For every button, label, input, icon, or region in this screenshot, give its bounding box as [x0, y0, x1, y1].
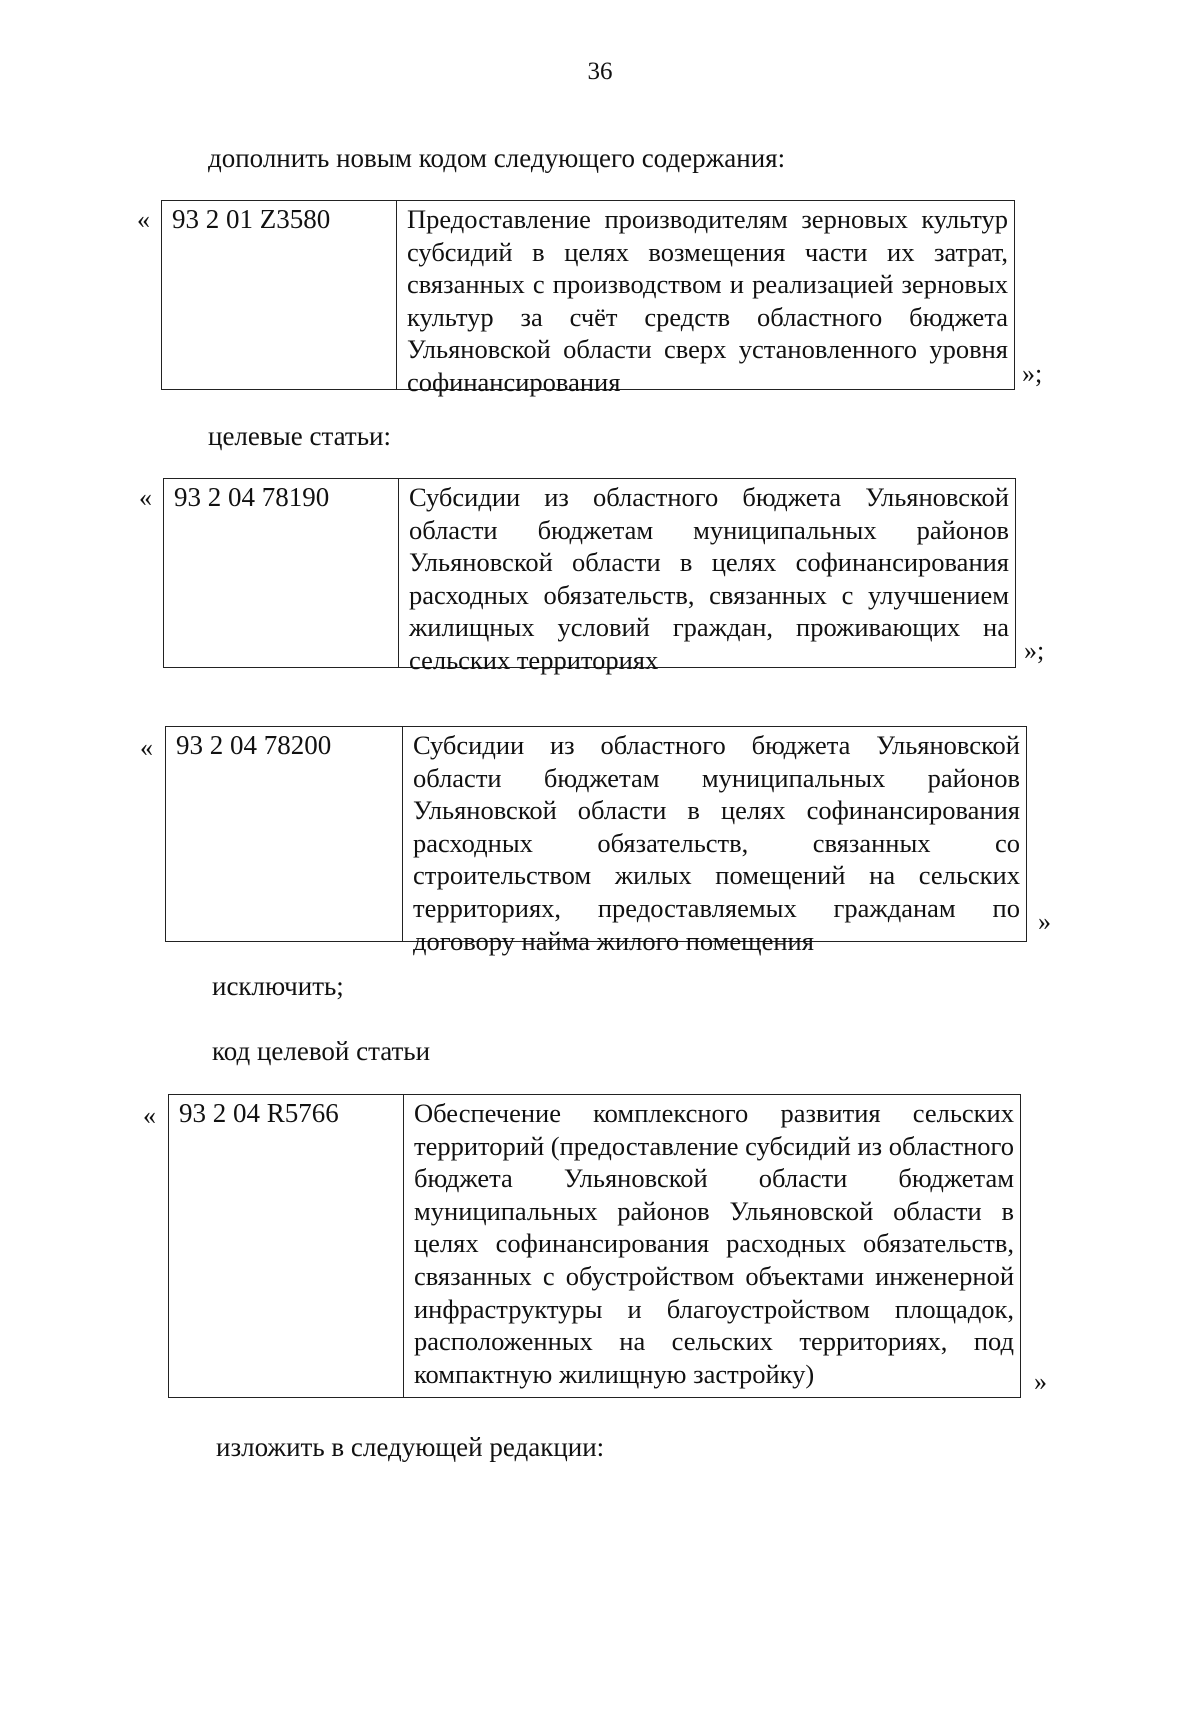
code-table [168, 1094, 1021, 1398]
target-article-description: Субсидии из областного бюджета Ульяновской области бюджетам муниципальных районов Ульяновской области в целях софинансирования расходных обязательств, связанных с улучшением жилищных условий граждан, проживающих на сельских территориях [409, 482, 1009, 675]
close-quote: »; [1022, 359, 1043, 388]
code-table [161, 200, 1015, 397]
target-article-code: 93 2 01 Z3580 [162, 201, 397, 389]
paragraph-target-code: код целевой статьи [212, 1036, 431, 1066]
open-quote: « [137, 205, 150, 234]
target-article-code: 93 2 04 R5766 [169, 1095, 404, 1397]
code-table [165, 726, 1027, 956]
target-article-description: Обеспечение комплексного развития сельских территорий (предоставление субсидий из областного бюджета Ульяновской области бюджетам муниципальных районов Ульяновской области в целях софинансирования расходных обязательств, связанных с обустройством объектами инженерной инфраструктуры и благоустройством площадок, расположенных на сельских территориях, под компактную жилищную застройку) [414, 1098, 1014, 1389]
open-quote: « [139, 483, 152, 512]
target-article-description: Предоставление производителям зерновых культур субсидий в целях возмещения части их затрат, связанных с производством и реализацией зерновых культур за счёт средств областного бюджета Ульяновской области сверх установленного уровня софинансирования [407, 204, 1008, 397]
target-article-code: 93 2 04 78190 [164, 479, 399, 667]
open-quote: « [140, 733, 153, 762]
intro-paragraph: дополнить новым кодом следующего содержания: [208, 143, 786, 173]
paragraph-target-articles: целевые статьи: [208, 421, 391, 451]
paragraph-restate: изложить в следующей редакции: [216, 1432, 605, 1462]
close-quote: » [1038, 907, 1051, 936]
close-quote: » [1034, 1367, 1047, 1396]
open-quote: « [143, 1101, 156, 1130]
page-number: 36 [587, 58, 613, 85]
paragraph-exclude: исключить; [212, 971, 344, 1001]
code-table [163, 478, 1016, 675]
target-article-description: Субсидии из областного бюджета Ульяновской области бюджетам муниципальных районов Ульяновской области в целях софинансирования расходных обязательств, связанных со строительством жилых помещений на сельских территориях, предоставляемых гражданам по договору найма жилого помещения [413, 730, 1020, 956]
target-article-code: 93 2 04 78200 [166, 727, 403, 941]
close-quote: »; [1024, 636, 1045, 665]
